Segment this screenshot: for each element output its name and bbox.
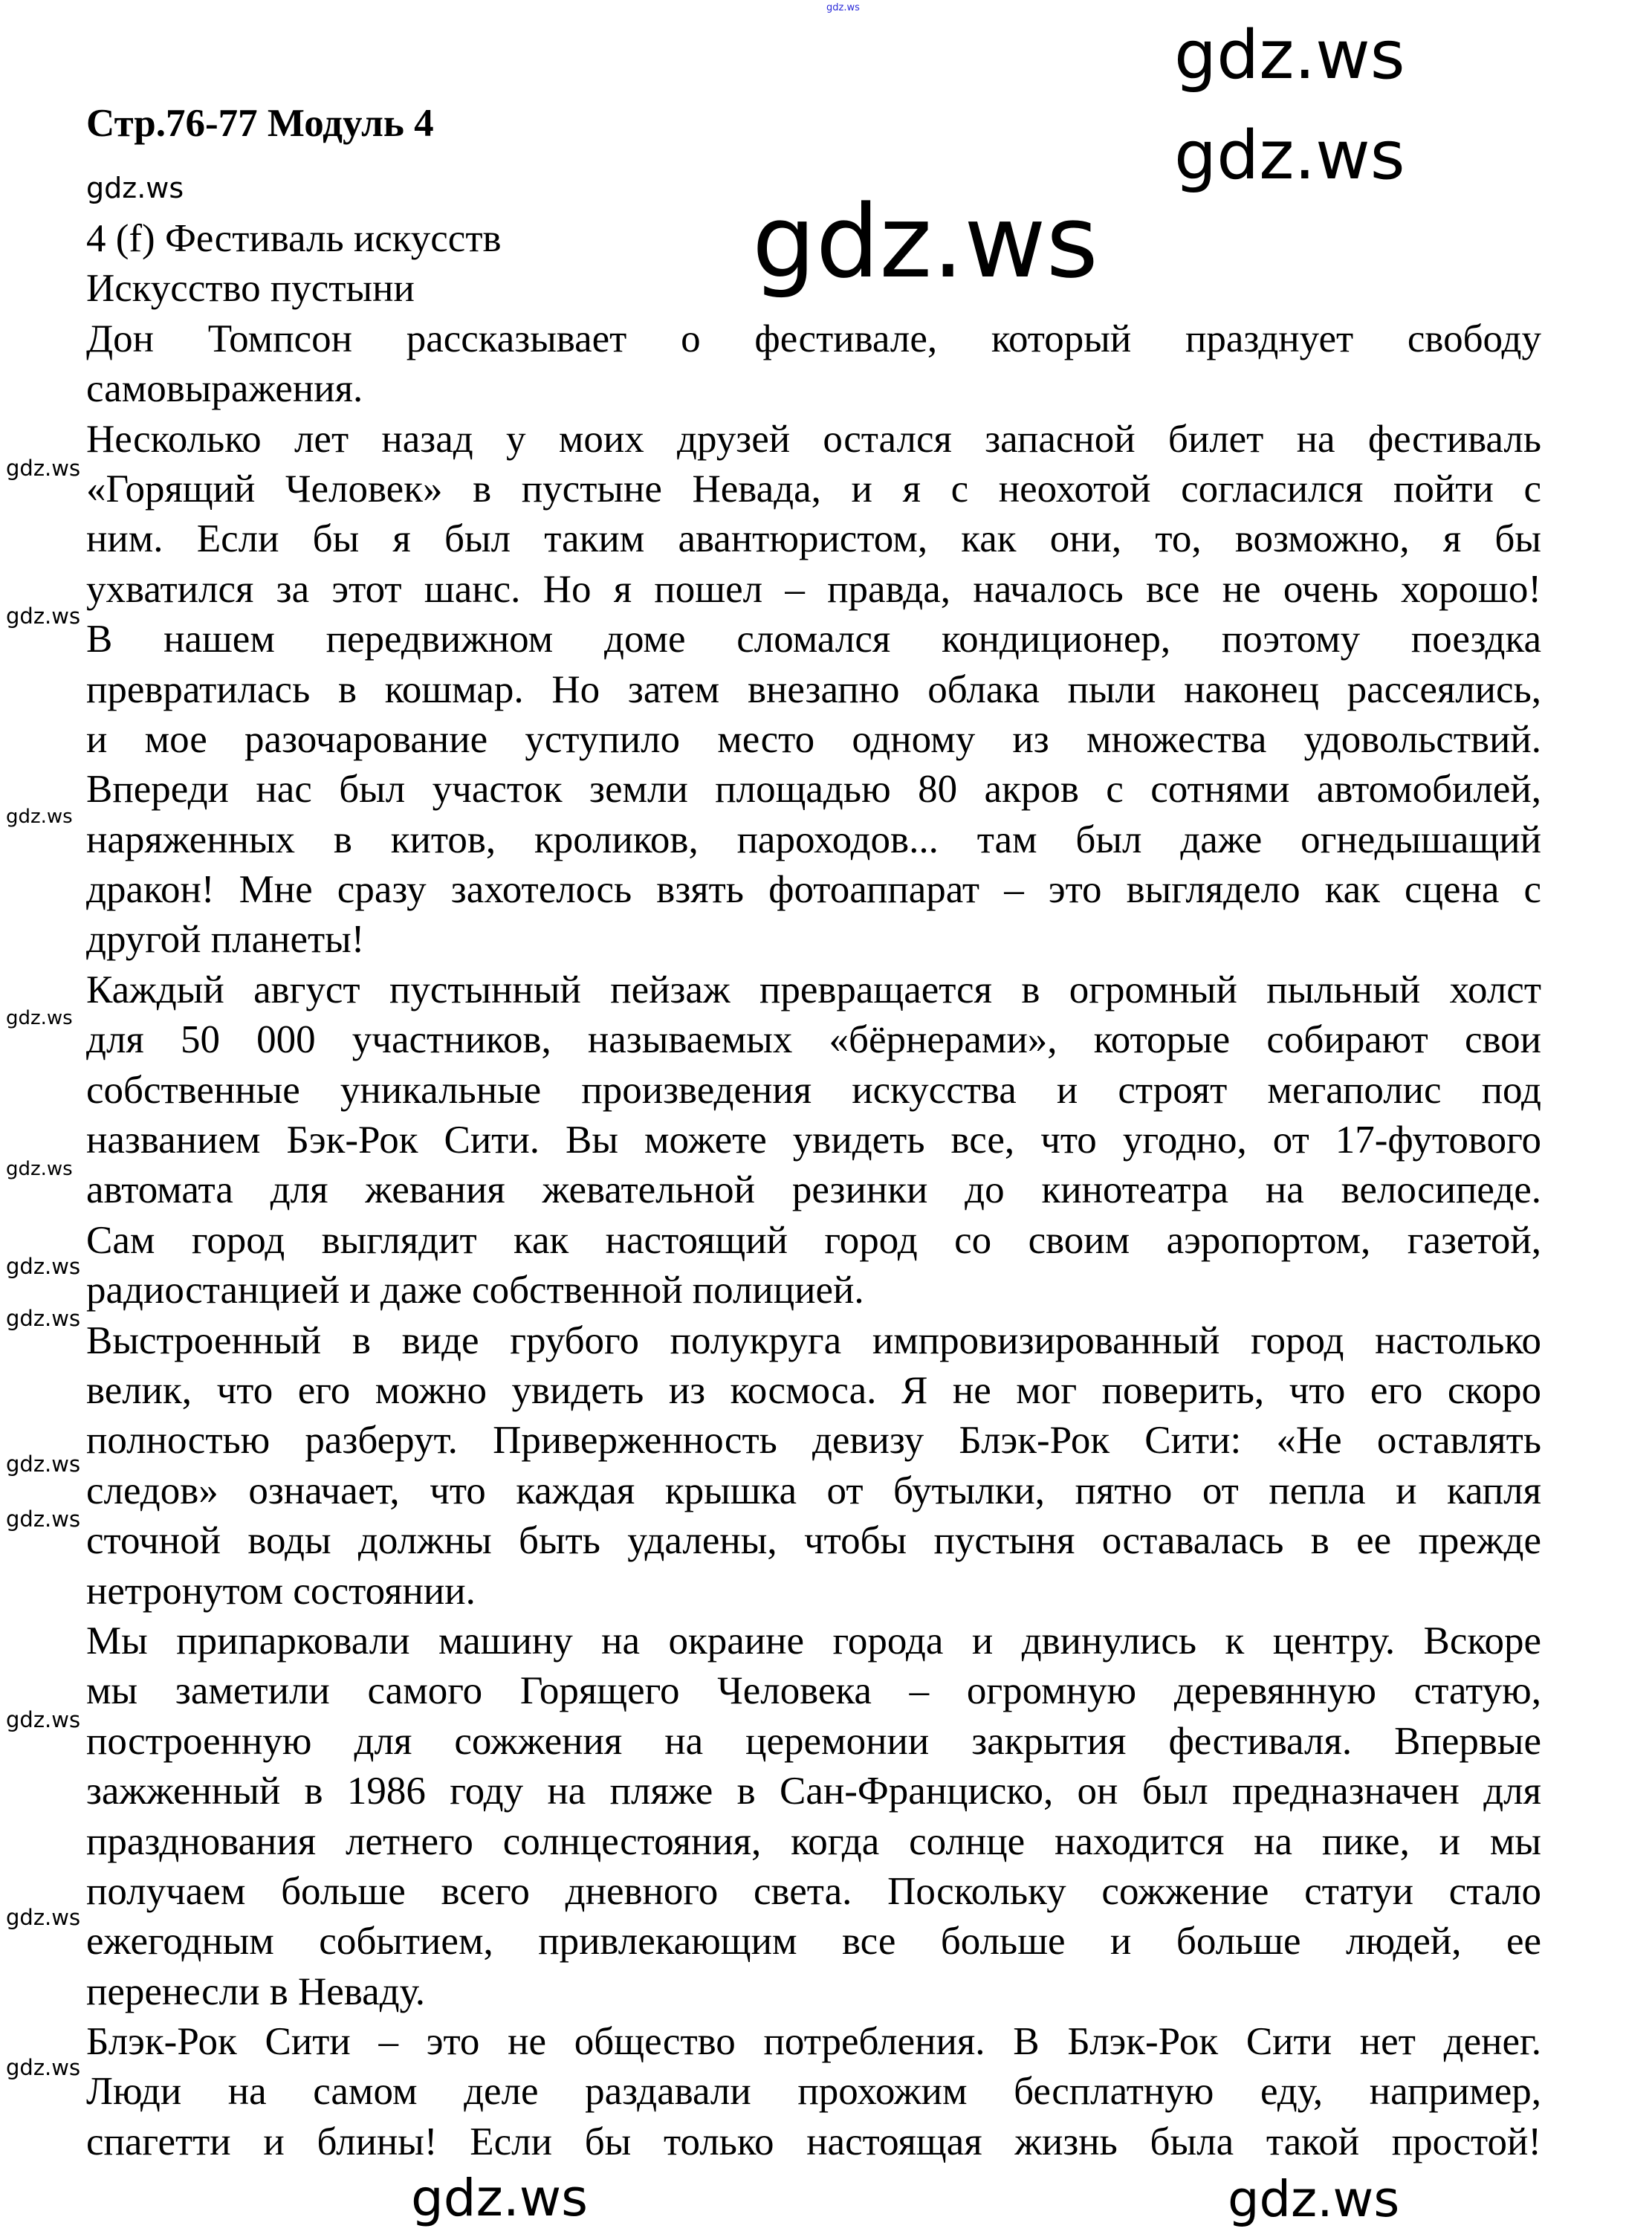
text-line: полностью разберут. Приверженность девизу Блэк-Рок Сити: «Не оставлять [86, 1419, 1541, 1463]
text-line: Сам город выглядит как настоящий город со своим аэропортом, газетой, [86, 1218, 1541, 1262]
text-line: Впереди нас был участок земли площадью 80 акров с сотнями автомобилей, [86, 768, 1541, 812]
watermark-large: gdz.ws [752, 184, 1098, 300]
text-line: и мое разочарование уступило место одному из множества удовольствий. [86, 717, 1541, 761]
text-line: ежегодным событием, привлекающим все больше и больше людей, ее [86, 1920, 1541, 1964]
text-line: Несколько лет назад у моих друзей остался запасной билет на фестиваль [86, 417, 1541, 461]
text-line: велик, что его можно увидеть из космоса. Я не мог поверить, что его скоро [86, 1368, 1541, 1412]
text-line: следов» означает, что каждая крышка от бутылки, пятно от пепла и капля [86, 1469, 1541, 1512]
text-line: Искусство пустыни [86, 267, 415, 311]
watermark-small: gdz.ws [6, 2055, 81, 2080]
watermark-small: gdz.ws [6, 1306, 81, 1331]
text-line: собственные уникальные произведения искусства и строят мегаполис под [86, 1068, 1541, 1112]
text-line: получаем больше всего дневного света. Поскольку сожжение статуи стало [86, 1869, 1541, 1913]
text-line: автомата для жевания жевательной резинки до кинотеатра на велосипеде. [86, 1168, 1541, 1212]
text-line: Выстроенный в виде грубого полукруга импровизированный город настолько [86, 1318, 1541, 1362]
watermark-small: gdz.ws [86, 172, 184, 204]
text-line: ухватился за этот шанс. Но я пошел – правда, началось все не очень хорошо! [86, 567, 1541, 611]
watermark-small: gdz.ws [6, 1707, 81, 1732]
text-line: ним. Если бы я был таким авантюристом, как они, то, возможно, я бы [86, 517, 1541, 561]
watermark-medium: gdz.ws [1174, 16, 1405, 94]
text-line: «Горящий Человек» в пустыне Невада, и я с неохотой согласился пойти с [86, 467, 1541, 511]
watermark-medium: gdz.ws [1228, 2170, 1400, 2228]
text-line: спагетти и блины! Если бы только настоящая жизнь была такой простой! [86, 2120, 1541, 2163]
watermark-small: gdz.ws [6, 1158, 73, 1180]
text-line: названием Бэк-Рок Сити. Вы можете увидеть все, что угодно, от 17-футового [86, 1119, 1541, 1162]
watermark-medium: gdz.ws [1174, 117, 1405, 195]
text-line: В нашем передвижном доме сломался кондиционер, поэтому поездка [86, 618, 1541, 661]
document-body [86, 214, 1541, 2167]
text-line: зажженный в 1986 году на пляже в Сан-Франциско, он был предназначен для [86, 1770, 1541, 1813]
watermark-small: gdz.ws [6, 1506, 81, 1532]
watermark-small: gdz.ws [6, 456, 81, 481]
watermark-small: gdz.ws [6, 1905, 81, 1930]
text-line: нетронутом состоянии. [86, 1569, 476, 1613]
paragraph [86, 415, 1541, 965]
watermark-small: gdz.ws [6, 1254, 81, 1279]
paragraph [86, 1316, 1541, 1616]
text-line: для 50 000 участников, называемых «бёрнерами», которые собирают свои [86, 1018, 1541, 1062]
text-line: другой планеты! [86, 918, 365, 962]
text-line: превратилась в кошмар. Но затем внезапно облака пыли наконец рассеялись, [86, 667, 1541, 711]
text-line: мы заметили самого Горящего Человека – огромную деревянную статую, [86, 1669, 1541, 1713]
text-line: Люди на самом деле раздавали прохожим бесплатную еду, например, [86, 2070, 1541, 2114]
text-line: радиостанцией и даже собственной полицией. [86, 1269, 864, 1312]
watermark-small: gdz.ws [6, 806, 73, 828]
page-title: Стр.76-77 Модуль 4 [86, 102, 434, 145]
watermark-small: gdz.ws [6, 1451, 81, 1477]
text-line: Дон Томпсон рассказывает о фестивале, который празднует свободу [86, 317, 1541, 360]
text-line: перенесли в Неваду. [86, 1969, 426, 2013]
text-line: самовыражения. [86, 367, 363, 411]
text-line: наряженных в китов, кроликов, пароходов... там был даже огнедышащий [86, 818, 1541, 861]
paragraph [86, 2017, 1541, 2167]
text-line: Блэк-Рок Сити – это не общество потребления. В Блэк-Рок Сити нет денег. [86, 2020, 1541, 2064]
text-line: дракон! Мне сразу захотелось взять фотоаппарат – это выглядело как сцена с [86, 868, 1541, 912]
watermark-medium: gdz.ws [411, 2169, 589, 2228]
text-line: празднования летнего солнцестояния, когда солнце находится на пике, и мы [86, 1819, 1541, 1863]
text-line: Каждый август пустынный пейзаж превращается в огромный пыльный холст [86, 968, 1541, 1011]
text-line: сточной воды должны быть удалены, чтобы пустыня оставалась в ее прежде [86, 1519, 1541, 1563]
watermark-top: gdz.ws [826, 2, 860, 13]
text-line: построенную для сожжения на церемонии закрытия фестиваля. Впервые [86, 1719, 1541, 1763]
paragraph [86, 314, 1541, 415]
watermark-small: gdz.ws [6, 603, 81, 629]
paragraph [86, 965, 1541, 1316]
paragraph [86, 1616, 1541, 2017]
text-line: 4 (f) Фестиваль искусств [86, 217, 502, 260]
text-line: Мы припарковали машину на окраине города и двинулись к центру. Вскоре [86, 1619, 1541, 1663]
watermark-small: gdz.ws [6, 1007, 73, 1029]
